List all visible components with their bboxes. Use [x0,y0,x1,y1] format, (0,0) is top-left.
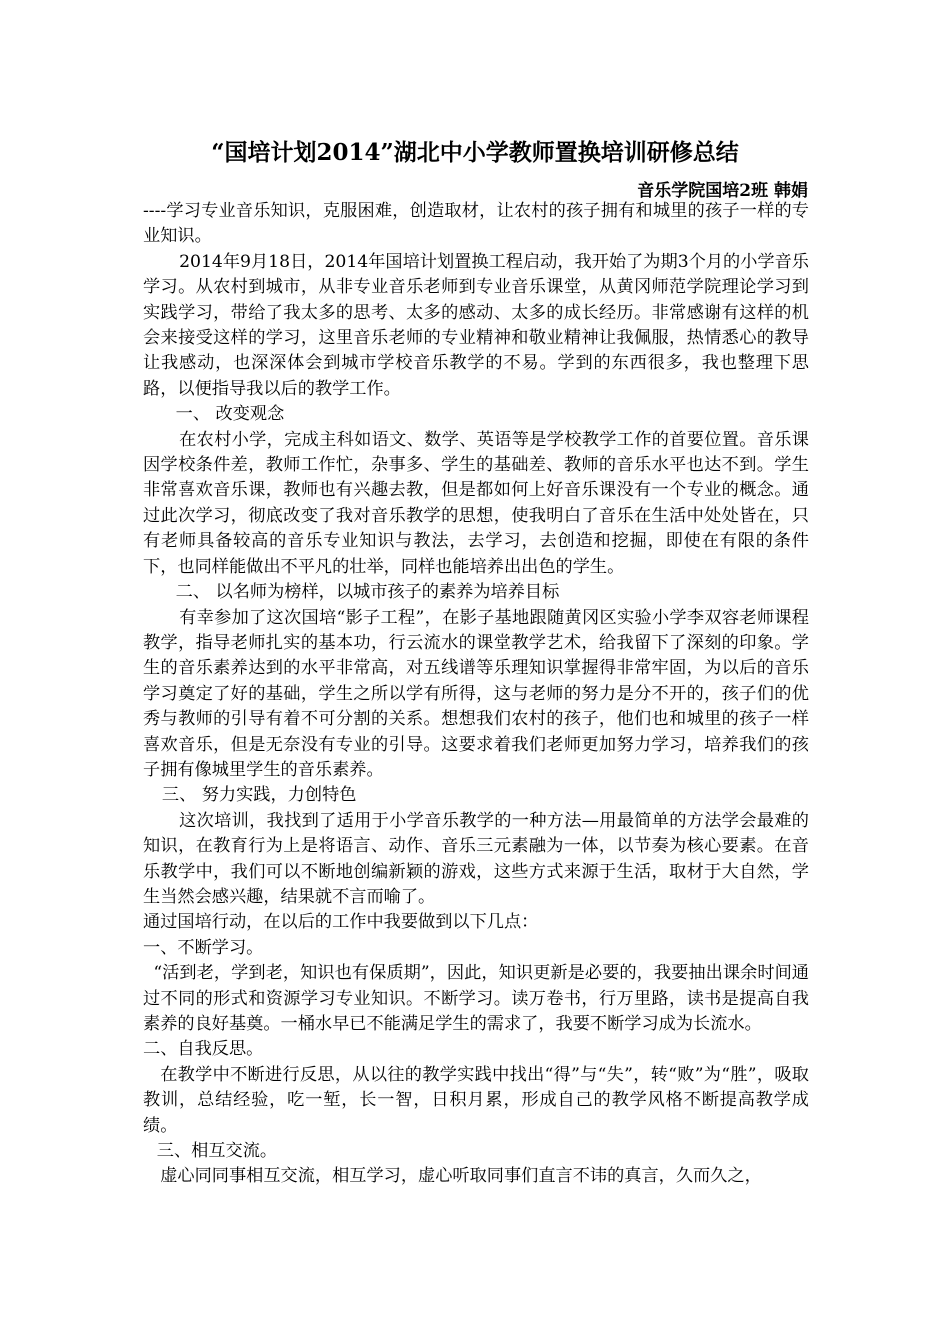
paragraph: 在教学中不断进行反思，从以往的教学实践中找出“得”与“失”，转“败”为“胜”，吸取教训，总结经验，吃一堑，长一智，日积月累，形成自己的教学风格不断提高教学成绩。 [143,1064,809,1136]
paragraph: “活到老，学到老，知识也有保质期”，因此，知识更新是必要的，我要抽出课余时间通过不同的形式和资源学习专业知识。不断学习。读万卷书，行万里路，读书是提高自我素养的良好基奠。一桶水早已不能满足学生的需求了，我要不断学习成为长流水。 [143,963,809,1034]
paragraph: 2014年9月18日，2014年国培计划置换工程启动，我开始了为期3个月的小学音乐学习。从农村到城市，从非专业音乐老师到专业音乐课堂，从黄冈师范学院理论学习到实践学习，带给了我太多的思考、太多的感动、太多的成长经历。非常感谢有这样的机会来接受这样的学习，这里音乐老师的专业精神和敬业精神让我佩服，热情悉心的教导让我感动，也深深体会到城市学校音乐教学的不易。学到的东西很多，我也整理下思路，以便指导我以后的教学工作。 [143,251,809,399]
paragraph: 有幸参加了这次国培“影子工程”，在影子基地跟随黄冈区实验小学李双容老师课程教学，指导老师扎实的基本功，行云流水的课堂教学艺术，给我留下了深刻的印象。学生的音乐素养达到的水平非常高，对五线谱等乐理知识掌握得非常牢固，为以后的音乐学习奠定了好的基础，学生之所以学有所得，这与老师的努力是分不开的，孩子们的优秀与教师的引导有着不可分割的关系。想想我们农村的孩子，他们也和城里的孩子一样喜欢音乐，但是无奈没有专业的引导。这要求着我们老师更加努力学习，培养我们的孩子拥有像城里学生的音乐素养。 [143,607,809,780]
paragraph: 三、 努力实践，力创特色 [161,785,357,806]
paragraph: 二、自我反思。 [143,1039,264,1060]
paragraph: 二、 以名师为榜样，以城市孩子的素养为培养目标 [175,582,560,603]
paragraph: 三、相互交流。 [156,1141,278,1162]
paragraph: 一、 改变观念 [175,404,285,425]
paragraph: ----学习专业音乐知识，克服困难，创造取材，让农村的孩子拥有和城里的孩子一样的专业知识。 [143,201,809,247]
document-author: 音乐学院国培2班 韩娟 [637,181,808,201]
paragraph: 一、不断学习。 [143,937,264,958]
paragraph: 这次培训，我找到了适用于小学音乐教学的一种方法—用最简单的方法学会最难的知识，在教育行为上是将语言、动作、音乐三元素融为一体，以节奏为核心要素。在音乐教学中，我们可以不断地创编新颖的游戏，这些方式来源于生活，取材于大自然，学生当然会感兴趣，结果就不言而喻了。 [143,810,809,907]
paragraph: 虚心同同事相互交流，相互学习，虚心听取同事们直言不讳的真言，久而久之， [160,1166,762,1187]
paragraph: 在农村小学，完成主科如语文、数学、英语等是学校教学工作的首要位置。音乐课因学校条件差，教师工作忙，杂事多、学生的基础差、教师的音乐水平也达不到。学生非常喜欢音乐课，教师也有兴趣去教，但是都如何上好音乐课没有一个专业的概念。通过此次学习，彻底改变了我对音乐教学的思想，使我明白了音乐在生活中处处皆在，只有老师具备较高的音乐专业知识与教法，去学习，去创造和挖掘，即使在有限的条件下，也同样能做出不平凡的壮举，同样也能培养出出色的学生。 [143,429,809,577]
document-body [143,199,809,1190]
document-title: “国培计划2014”湖北中小学教师置换培训研修总结 [211,139,739,166]
paragraph: 通过国培行动，在以后的工作中我要做到以下几点： [143,912,539,933]
